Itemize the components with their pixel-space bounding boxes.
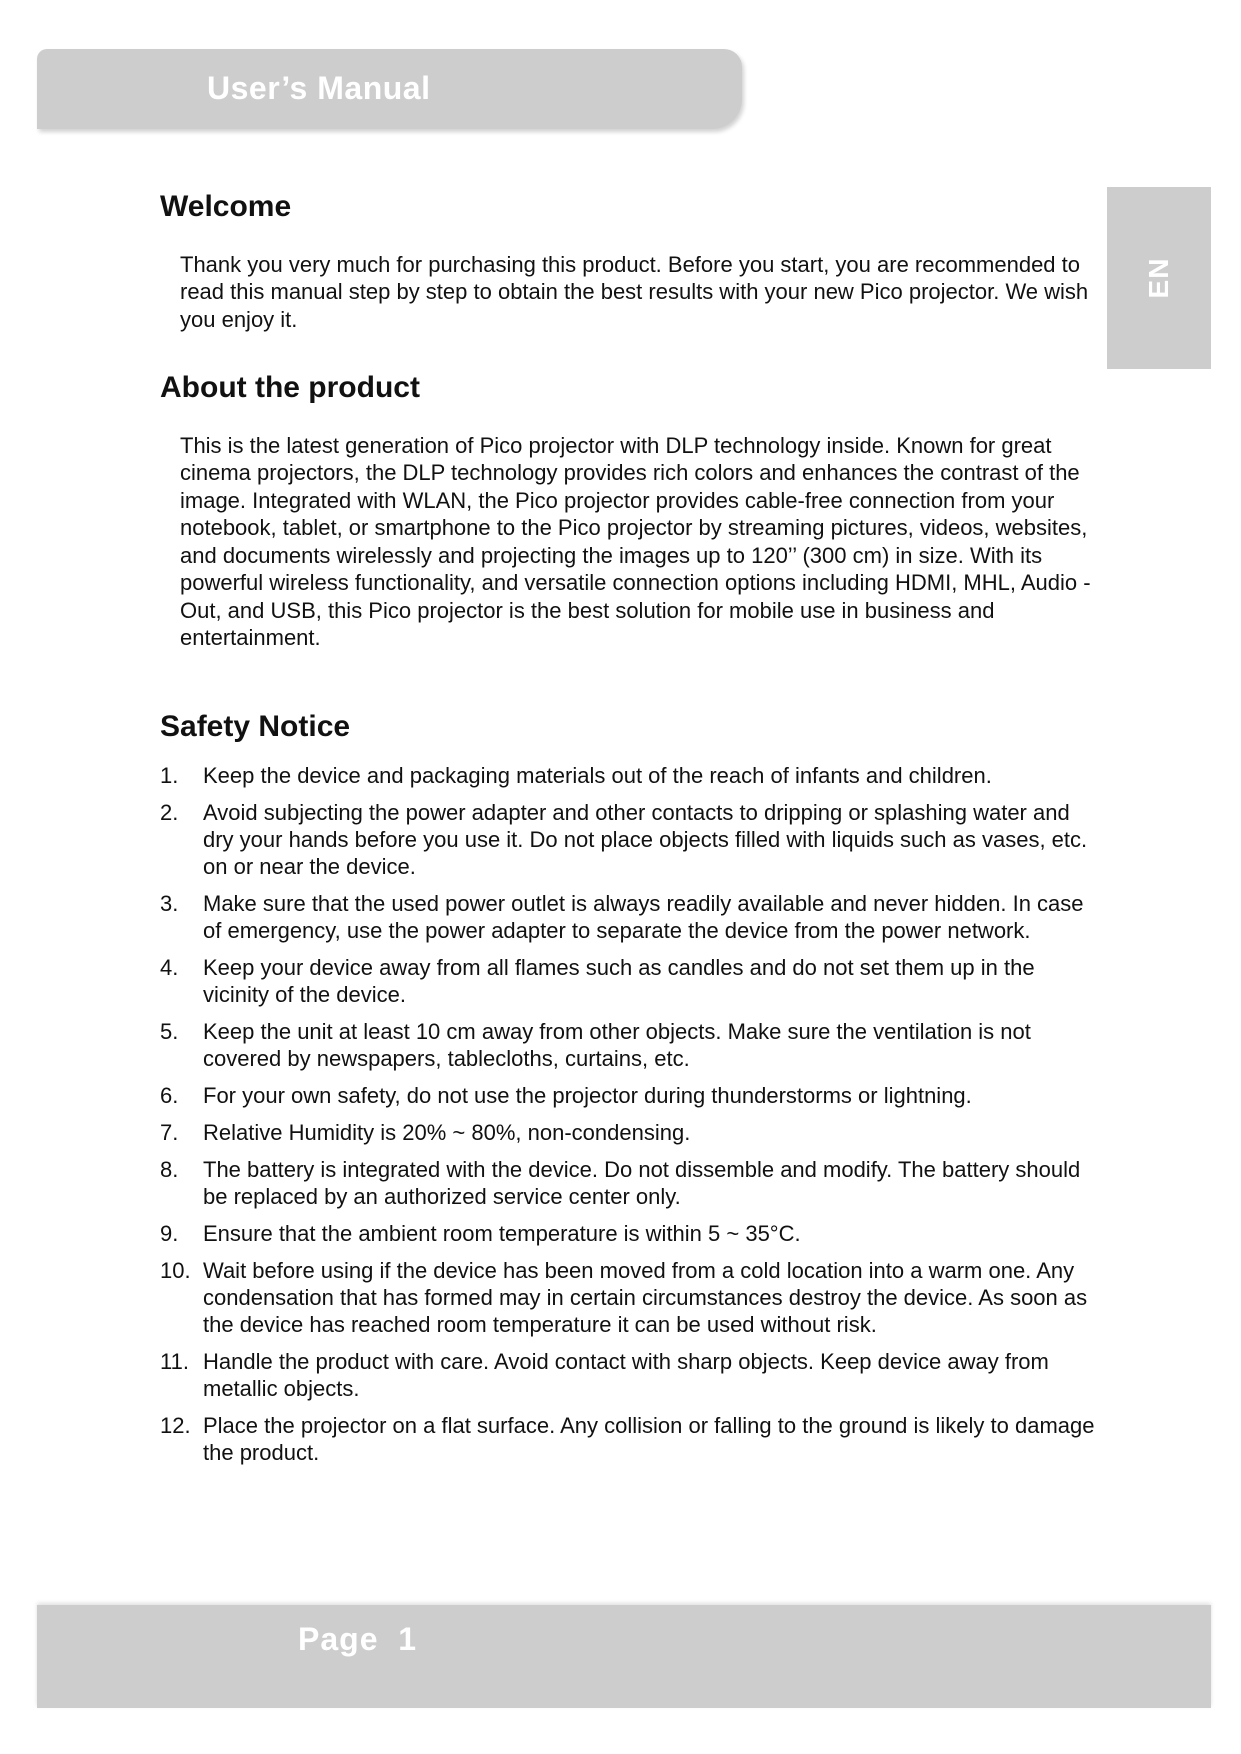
language-label: EN <box>1143 257 1174 299</box>
item-text: Keep the unit at least 10 cm away from other objects. Make sure the ventilation is not covered by newspapers, tablecloths, curtains, etc. <box>203 1019 1031 1071</box>
item-number: 9. <box>160 1221 179 1246</box>
safety-item <box>160 954 1100 1008</box>
item-text: Ensure that the ambient room temperature is within 5 ~ 35°C. <box>203 1221 801 1246</box>
safety-item <box>160 1119 1100 1146</box>
item-text: For your own safety, do not use the projector during thunderstorms or lightning. <box>203 1083 972 1108</box>
item-text: Place the projector on a flat surface. Any collision or falling to the ground is likely to damage the product. <box>203 1413 1095 1465</box>
item-text: Keep your device away from all flames such as candles and do not set them up in the vicinity of the device. <box>203 955 1035 1007</box>
about-heading: About the product <box>160 371 420 404</box>
safety-item <box>160 1348 1100 1402</box>
item-number: 3. <box>160 891 179 916</box>
item-text: The battery is integrated with the device. Do not dissemble and modify. The battery should be replaced by an authorized service center only. <box>203 1157 1081 1209</box>
safety-item <box>160 1156 1100 1210</box>
item-number: 8. <box>160 1157 179 1182</box>
welcome-heading: Welcome <box>160 190 292 223</box>
item-text: Keep the device and packaging materials out of the reach of infants and children. <box>203 763 992 788</box>
item-text: Relative Humidity is 20% ~ 80%, non-condensing. <box>203 1120 691 1145</box>
safety-item <box>160 762 1100 789</box>
safety-item <box>160 890 1100 944</box>
item-text: Make sure that the used power outlet is always readily available and never hidden. In case of emergency, use the power adapter to separate the device from the power network. <box>203 891 1084 943</box>
item-number: 10. <box>160 1258 191 1283</box>
safety-item <box>160 1412 1100 1466</box>
page-content <box>160 180 1100 1476</box>
item-number: 2. <box>160 800 179 825</box>
footer-bar <box>37 1605 1211 1708</box>
page-number: Page 1 <box>298 1621 418 1657</box>
safety-item <box>160 1018 1100 1072</box>
item-number: 7. <box>160 1120 179 1145</box>
safety-heading: Safety Notice <box>160 709 351 743</box>
about-paragraph: This is the latest generation of Pico projector with DLP technology inside. Known for great cinema projectors, the DLP technology provides rich colors and enhances the contrast of the image. Integrated with WLAN, the Pico projector provides cable-free connection from your notebook, tablet, or smartphone to the Pico projector by streaming pictures, videos, websites, and documents wirelessly and projecting the images up to 120’’ (300 cm) in size. With its powerful wireless functionality, and versatile connection options including HDMI, MHL, Audio -Out, and USB, this Pico projector is the best solution for mobile use in business and entertainment. <box>180 432 1091 650</box>
safety-notice-list <box>160 762 1100 1466</box>
item-number: 11. <box>160 1349 189 1374</box>
item-number: 5. <box>160 1019 179 1044</box>
item-number: 4. <box>160 955 179 980</box>
item-number: 1. <box>160 763 179 788</box>
manual-title: User’s Manual <box>207 70 431 106</box>
safety-item <box>160 1257 1100 1338</box>
item-number: 12. <box>160 1413 191 1438</box>
item-number: 6. <box>160 1083 179 1108</box>
item-text: Handle the product with care. Avoid contact with sharp objects. Keep device away from metallic objects. <box>203 1349 1049 1401</box>
item-text: Wait before using if the device has been moved from a cold location into a warm one. Any condensation that has formed may in certain circumstances destroy the device. As soon as the device has reached room temperature it can be used without risk. <box>203 1258 1088 1337</box>
welcome-paragraph: Thank you very much for purchasing this product. Before you start, you are recommended to read this manual step by step to obtain the best results with your new Pico projector. We wish you enjoy it. <box>180 251 1089 332</box>
safety-item <box>160 1082 1100 1109</box>
safety-item <box>160 1220 1100 1247</box>
item-text: Avoid subjecting the power adapter and other contacts to dripping or splashing water and dry your hands before you use it. Do not place objects filled with liquids such as vases, etc. on or near the device. <box>203 800 1088 879</box>
safety-item <box>160 799 1100 880</box>
language-tab <box>1107 187 1211 369</box>
